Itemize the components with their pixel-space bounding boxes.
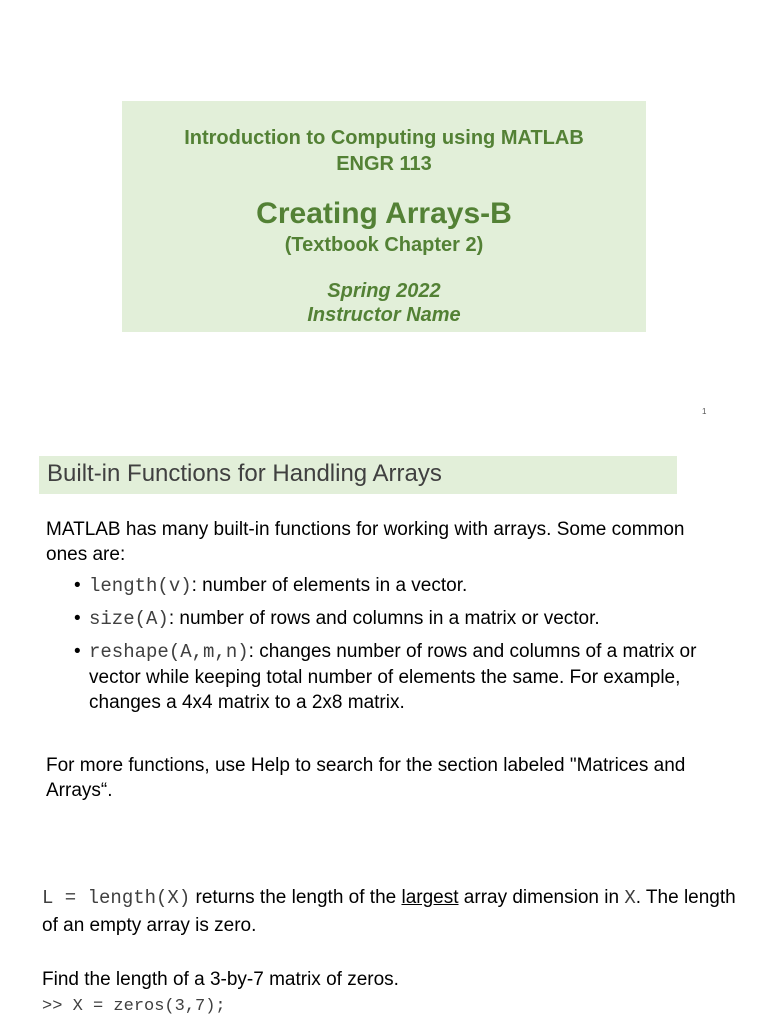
- length-syntax: L = length(X): [42, 887, 191, 909]
- list-item: [74, 639, 714, 715]
- desc-text-1: returns the length of the: [190, 887, 402, 908]
- code-line: >> X = zeros(3,7);: [42, 997, 226, 1016]
- slide-subtitle: (Textbook Chapter 2): [284, 234, 484, 256]
- bullet-icon: •: [74, 641, 81, 662]
- function-desc: : changes number of rows and columns of a matrix or vector while keeping total number of elements the same. For example, changes a 4x4 matrix to a 2x8 matrix.: [89, 641, 697, 713]
- length-description: [42, 884, 742, 939]
- function-desc: : number of elements in a vector.: [191, 575, 468, 596]
- course-code: ENGR 113: [336, 153, 432, 175]
- function-code: size(A): [89, 608, 169, 630]
- desc-variable: X: [624, 887, 636, 909]
- desc-text-2: array dimension in: [458, 887, 625, 908]
- title-slide-box: [122, 101, 646, 332]
- desc-underlined: largest: [401, 887, 459, 908]
- bullet-icon: •: [74, 575, 81, 596]
- instructor: Instructor Name: [307, 304, 461, 326]
- section-header: [39, 456, 677, 494]
- intro-paragraph: MATLAB has many built-in functions for working with arrays. Some common ones are:: [46, 519, 685, 565]
- term-info: [122, 279, 646, 327]
- term: Spring 2022: [327, 280, 441, 302]
- function-code: length(v): [89, 575, 192, 597]
- function-list: [74, 573, 714, 722]
- section-title: Built-in Functions for Handling Arrays: [47, 460, 442, 487]
- course-title: [122, 125, 646, 177]
- desc-text-3: . The length of an empty array is zero.: [42, 887, 736, 936]
- page-number: 1: [702, 407, 707, 416]
- function-desc: : number of rows and columns in a matrix or vector.: [168, 608, 600, 629]
- example-prompt: Find the length of a 3-by-7 matrix of zeros.: [42, 969, 399, 990]
- course-name: Introduction to Computing using MATLAB: [184, 127, 584, 149]
- slide-title: Creating Arrays-B: [256, 197, 512, 230]
- function-code: reshape(A,m,n): [89, 641, 249, 663]
- list-item: [74, 573, 714, 599]
- more-functions-note: For more functions, use Help to search for the section labeled "Matrices and Arrays“.: [46, 755, 686, 801]
- list-item: [74, 606, 714, 632]
- bullet-icon: •: [74, 608, 81, 629]
